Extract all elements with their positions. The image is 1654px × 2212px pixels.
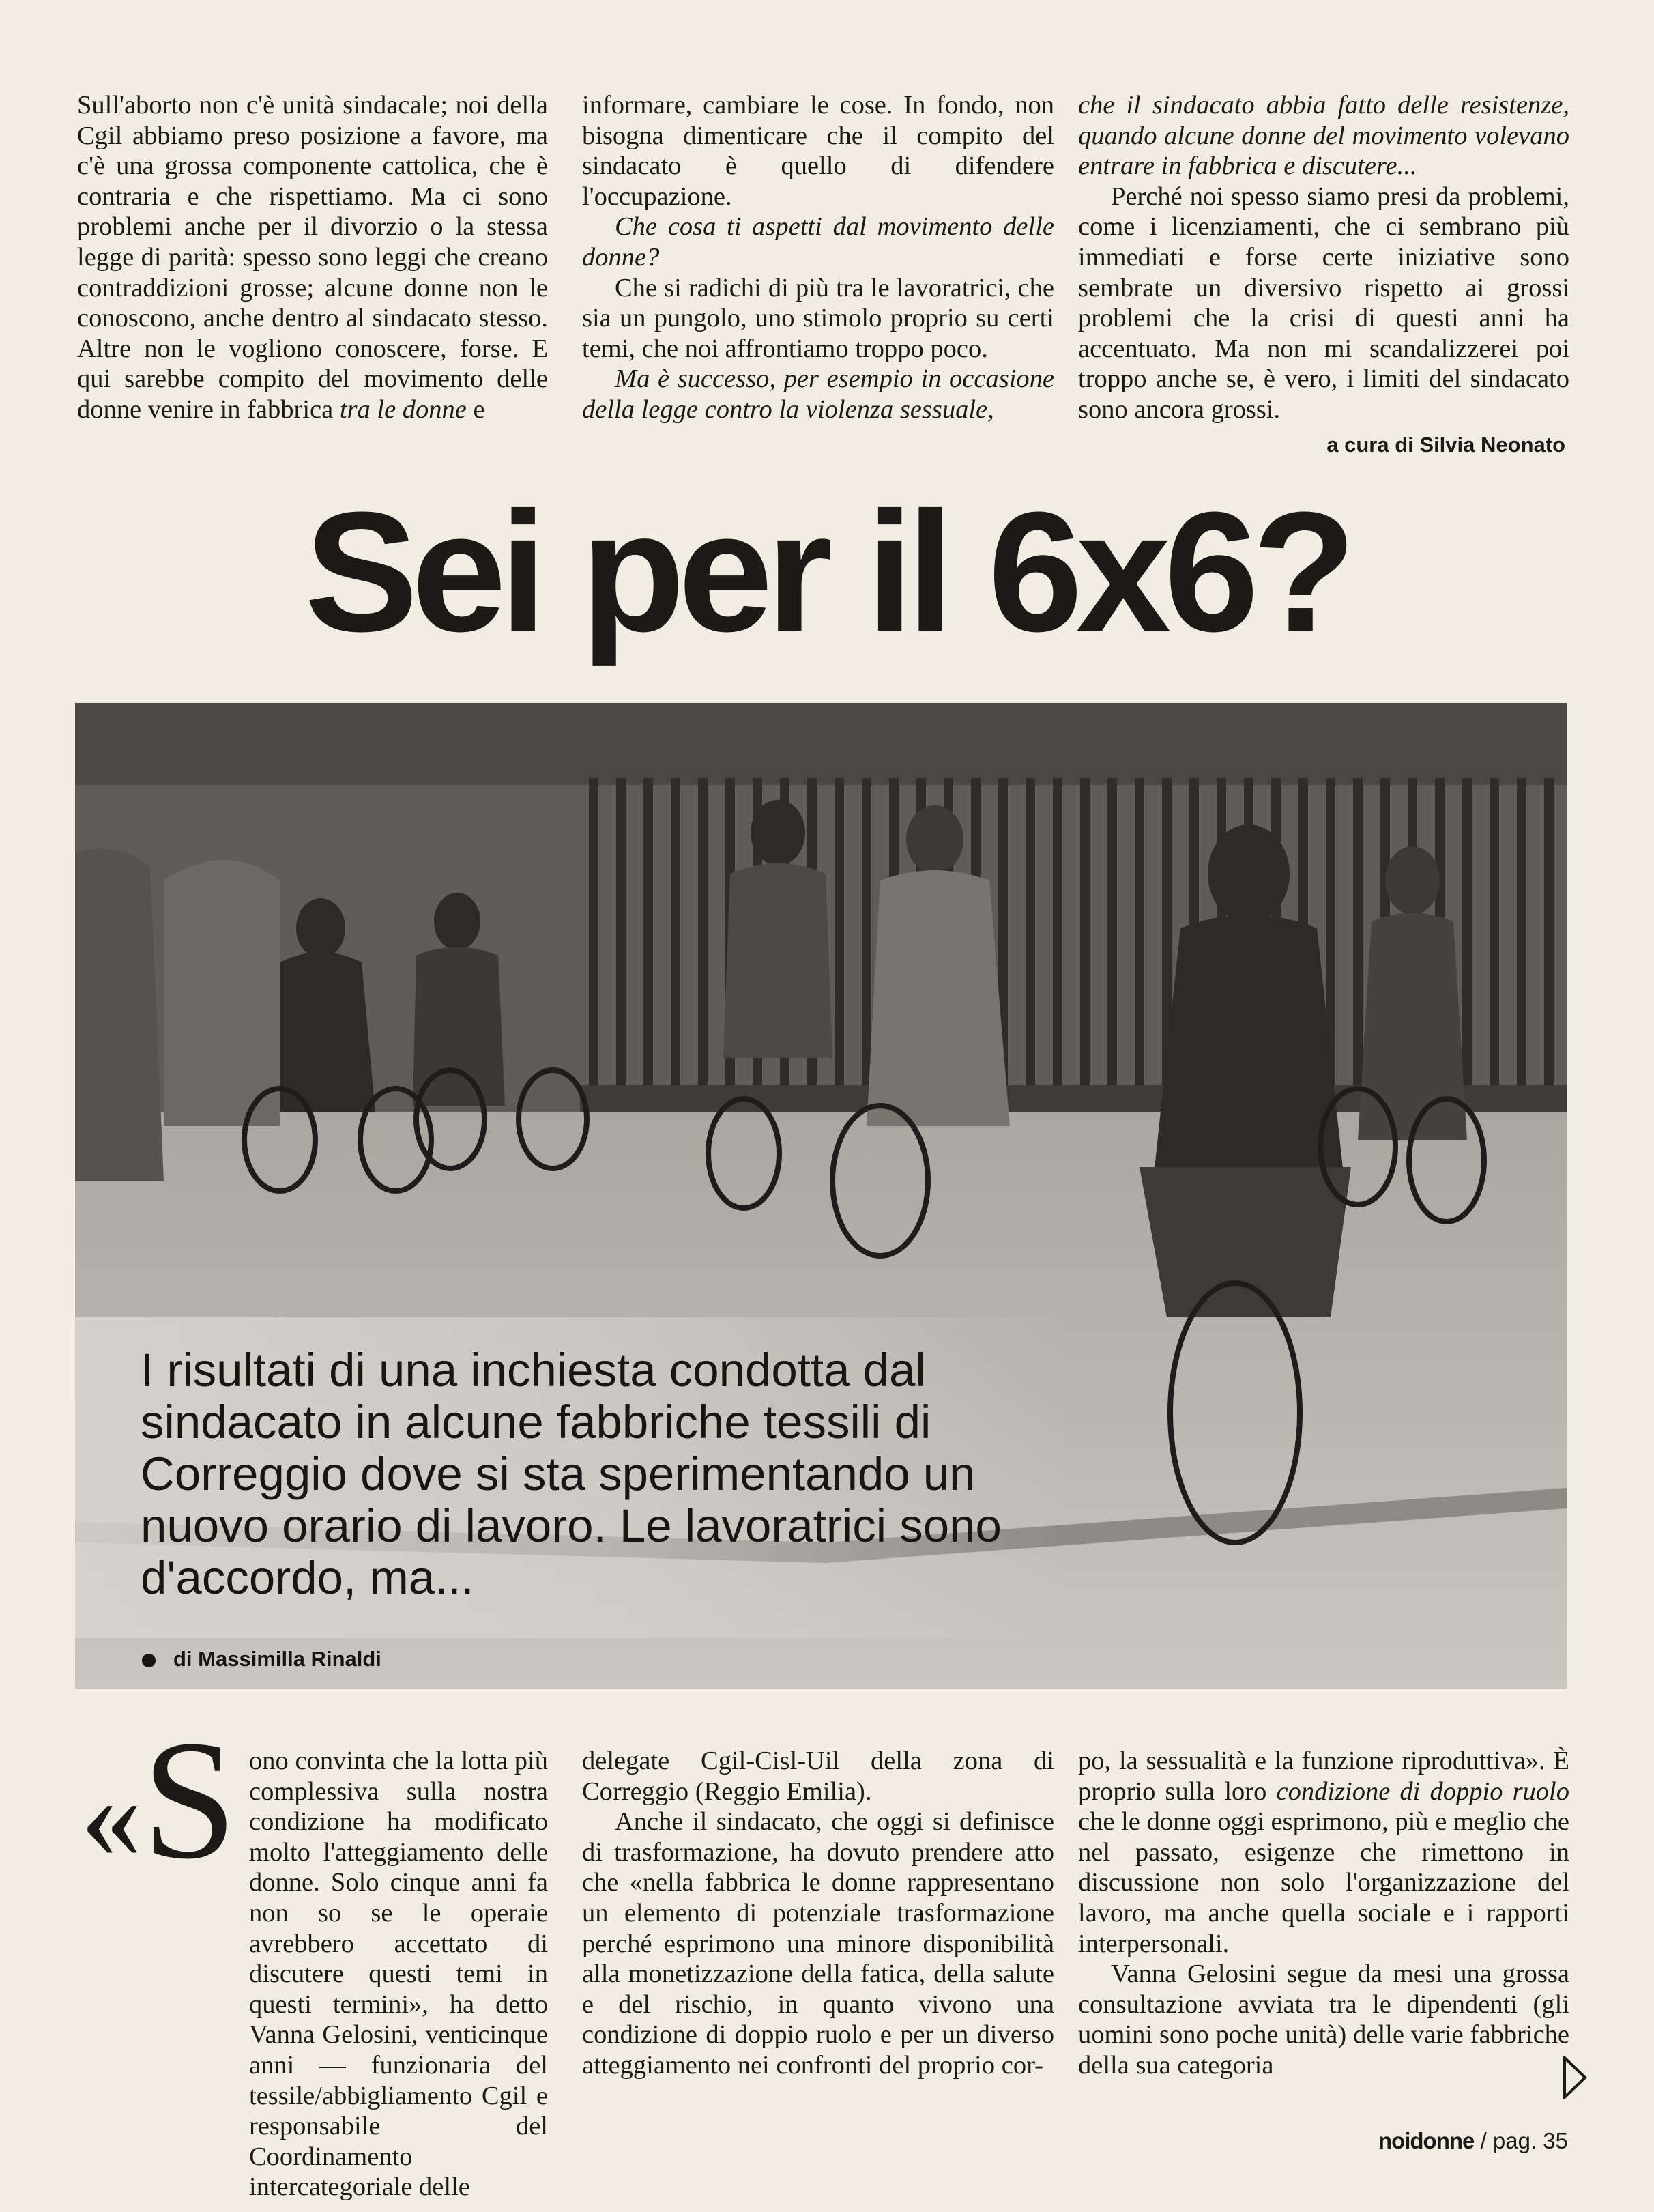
bullet-icon bbox=[142, 1654, 156, 1667]
top-column-1 bbox=[77, 90, 548, 425]
article-headline: Sei per il 6x6? bbox=[304, 476, 1350, 667]
continue-arrow-icon bbox=[1563, 2056, 1587, 2099]
article-col1-paragraph: ono convinta che la lotta più complessiva sulla nostra condizione ha modificato molto l'atteggiamento delle donne. Solo cinque anni fa non so se le operaie avrebbero accettato di discutere questi temi in questi termini», ha detto Vanna Gelosini, venticinque anni — funzionaria del tessile/abbigliamento Cgil e responsabile del Coordinamento intercategoriale delle bbox=[249, 1747, 548, 2202]
article-column-2 bbox=[582, 1746, 1054, 2081]
page-number: pag. 35 bbox=[1492, 2128, 1568, 2153]
magazine-logo: noidonne bbox=[1378, 2128, 1475, 2153]
article-col2-paragraph-2: Anche il sindacato, che oggi si definisce di trasformazione, ha dovuto prendere atto che «nella fabbrica le donne rappresentano un elemento di potenziale trasformazione perché esprimono una minore disponibilità alla monetizzazione della fatica, della salute e del rischio, in quanto vivono una condizione di doppio ruolo e per un diverso atteggiamento nei confronti del proprio cor- bbox=[582, 1807, 1054, 2080]
interview-credit: a cura di Silvia Neonato bbox=[1326, 433, 1565, 457]
article-col3-paragraph-1: po, la sessualità e la funzione riproduttiva». È proprio sulla loro condizione di doppio ruolo che le donne oggi esprimono, più e meglio che nel passato, esigenze che rimettono in discussione non solo l'organizzazione del lavoro, ma anche quella sociale e i rapporti interpersonali. bbox=[1078, 1747, 1570, 1958]
article-col2-paragraph-1: delegate Cgil-Cisl-Uil della zona di Correggio (Reggio Emilia). bbox=[582, 1747, 1054, 1806]
top-col2-paragraph-1: informare, cambiare le cose. In fondo, non bisogna dimenticare che il compito del sindacato è quello di difendere l'occupazione. bbox=[582, 91, 1054, 211]
top-column-2 bbox=[582, 90, 1054, 425]
article-column-3 bbox=[1078, 1746, 1569, 2081]
photo-standfirst: I risultati di una inchiesta condotta dal sindacato in alcune fabbriche tessili di Correggio dove si sta sperimentando un nuovo orario di lavoro. Le lavoratrici sono d'accordo, ma... bbox=[141, 1344, 1002, 1604]
top-column-3 bbox=[1078, 90, 1569, 425]
top-col3-paragraph: Perché noi spesso siamo presi da problemi, come i licenziamenti, che ci sembrano più immediati e forse certe iniziative sono sembrate un diversivo rispetto ai grossi problemi che la crisi di questi anni ha accentuato. Ma non mi scandalizzerei poi troppo anche se, è vero, i limiti del sindacato sono ancora grossi. bbox=[1078, 182, 1569, 424]
footer-separator: / bbox=[1480, 2128, 1487, 2153]
article-byline: di Massimilla Rinaldi bbox=[142, 1647, 381, 1671]
interview-question-2-continued: che il sindacato abbia fatto delle resistenze, quando alcune donne del movimento volevano entrare in fabbrica e discutere... bbox=[1078, 91, 1569, 181]
drop-cap: «S bbox=[81, 1706, 237, 1895]
page-footer bbox=[1378, 2128, 1568, 2154]
cyclists-photo bbox=[75, 703, 1567, 1689]
top-col1-paragraph: Sull'aborto non c'è unità sindacale; noi della Cgil abbiamo preso posizione a favore, ma c'è una grossa componente cattolica, che è contraria e che rispettiamo. Ma ci sono problemi anche per il divorzio o la stessa legge di parità: spesso sono leggi che creano contraddizioni grosse; alcune donne non le conoscono, anche dentro al sindacato stesso. Altre non le vogliono conoscere, forse. E qui sarebbe compito del movimento delle donne venire in fabbrica tra le donne e bbox=[77, 91, 548, 424]
top-col2-paragraph-2: Che si radichi di più tra le lavoratrici, che sia un pungolo, uno stimolo proprio su certi temi, che noi affrontiamo troppo poco. bbox=[582, 273, 1054, 363]
article-column-1 bbox=[77, 1746, 548, 2202]
article-col3-paragraph-2: Vanna Gelosini segue da mesi una grossa consultazione avviata tra le dipendenti (gli uomini sono poche unità) delle varie fabbriche della sua categoria bbox=[1078, 1959, 1569, 2080]
interview-question-2: Ma è successo, per esempio in occasione della legge contro la violenza sessuale, bbox=[582, 364, 1054, 424]
interview-question-1: Che cosa ti aspetti dal movimento delle donne? bbox=[582, 212, 1054, 272]
